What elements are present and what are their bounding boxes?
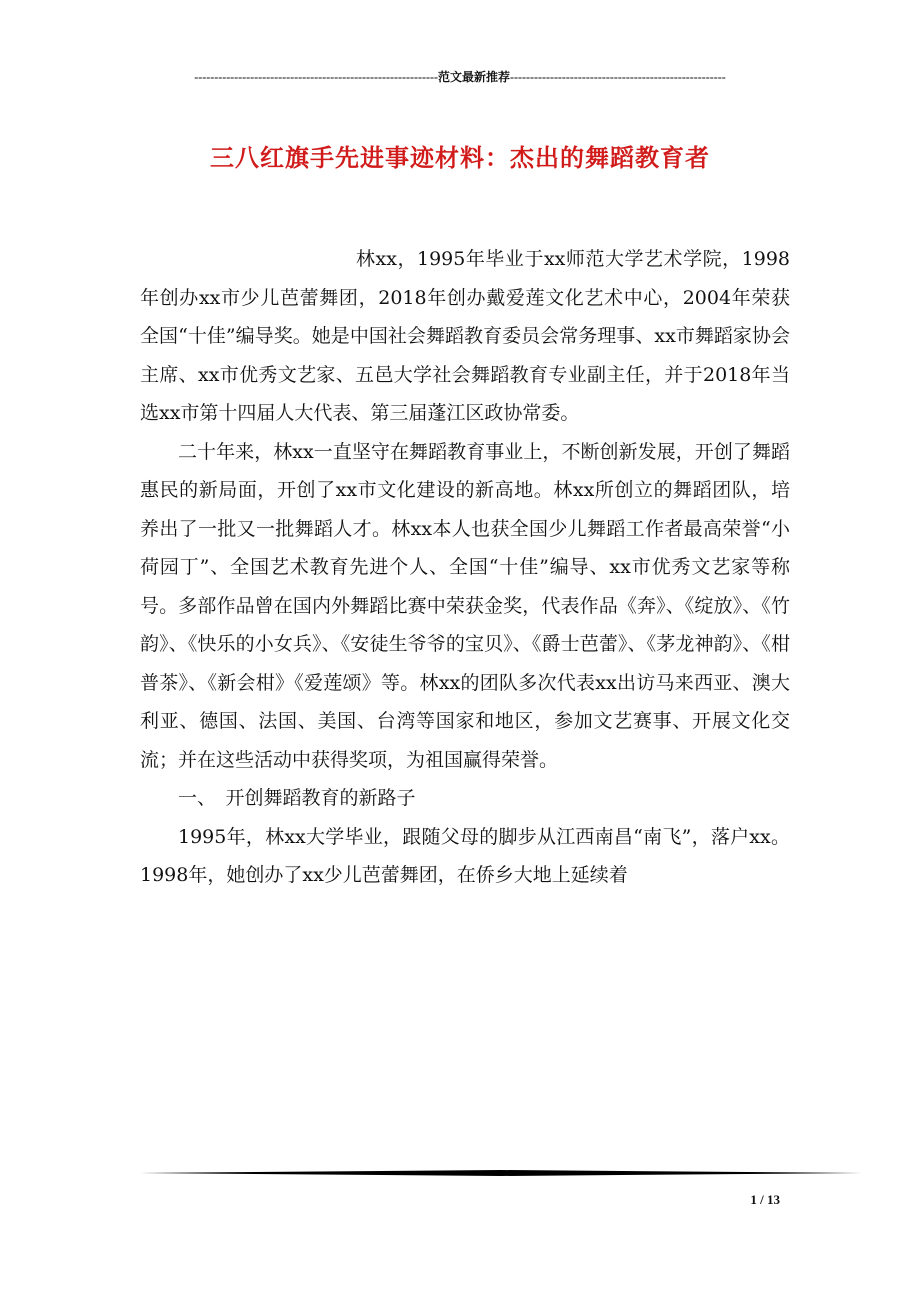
paragraph-achievements: 二十年来，林xx一直坚守在舞蹈教育事业上，不断创新发展，开创了舞蹈惠民的新局面，开创了xx市文化建设的新高地。林xx所创立的舞蹈团队，培养出了一批又一批舞蹈人才。林xx本人也获全国少儿舞蹈工作者最高荣誉“小荷园丁”、全国艺术教育先进个人、全国“十佳”编导、xx市优秀文艺家等称号。多部作品曾在国内外舞蹈比赛中荣获金奖，代表作品《奔》、《绽放》、《竹韵》、《快乐的小女兵》、《安徒生爷爷的宝贝》、《爵士芭蕾》、《茅龙神韵》、《柑普茶》、《新会柑》《爱莲颂》等。林xx的团队多次代表xx出访马来西亚、澳大利亚、德国、法国、美国、台湾等国家和地区，参加文艺赛事、开展文化交流；并在这些活动中获得奖项，为祖国赢得荣誉。 — [140, 440, 790, 771]
document-title: 三八红旗手先进事迹材料：杰出的舞蹈教育者 — [210, 143, 710, 173]
section-heading-1: 一、 开创舞蹈教育的新路子 — [178, 787, 416, 809]
header-dashed-banner: -------------------------------------------------------------范文最新推荐------------------------------------------------------ — [194, 70, 726, 84]
footer-rule — [140, 1170, 862, 1176]
paragraph-section-1: 1995年，林xx大学毕业，跟随父母的脚步从江西南昌“南飞”，落户xx。1998年，她创办了xx少儿芭蕾舞团，在侨乡大地上延续着 — [140, 825, 790, 886]
page-number: 1 / 13 — [750, 1192, 780, 1207]
paragraph-intro: 林xx，1995年毕业于xx师范大学艺术学院，1998年创办xx市少儿芭蕾舞团，2018年创办戴爱莲文化艺术中心，2004年荣获全国“十佳”编导奖。她是中国社会舞蹈教育委员会常务理事、xx市舞蹈家协会主席、xx市优秀文艺家、五邑大学社会舞蹈教育专业副主任，并于2018年当选xx市第十四届人大代表、第三届蓬江区政协常委。 — [140, 248, 790, 424]
document-body — [140, 240, 790, 895]
